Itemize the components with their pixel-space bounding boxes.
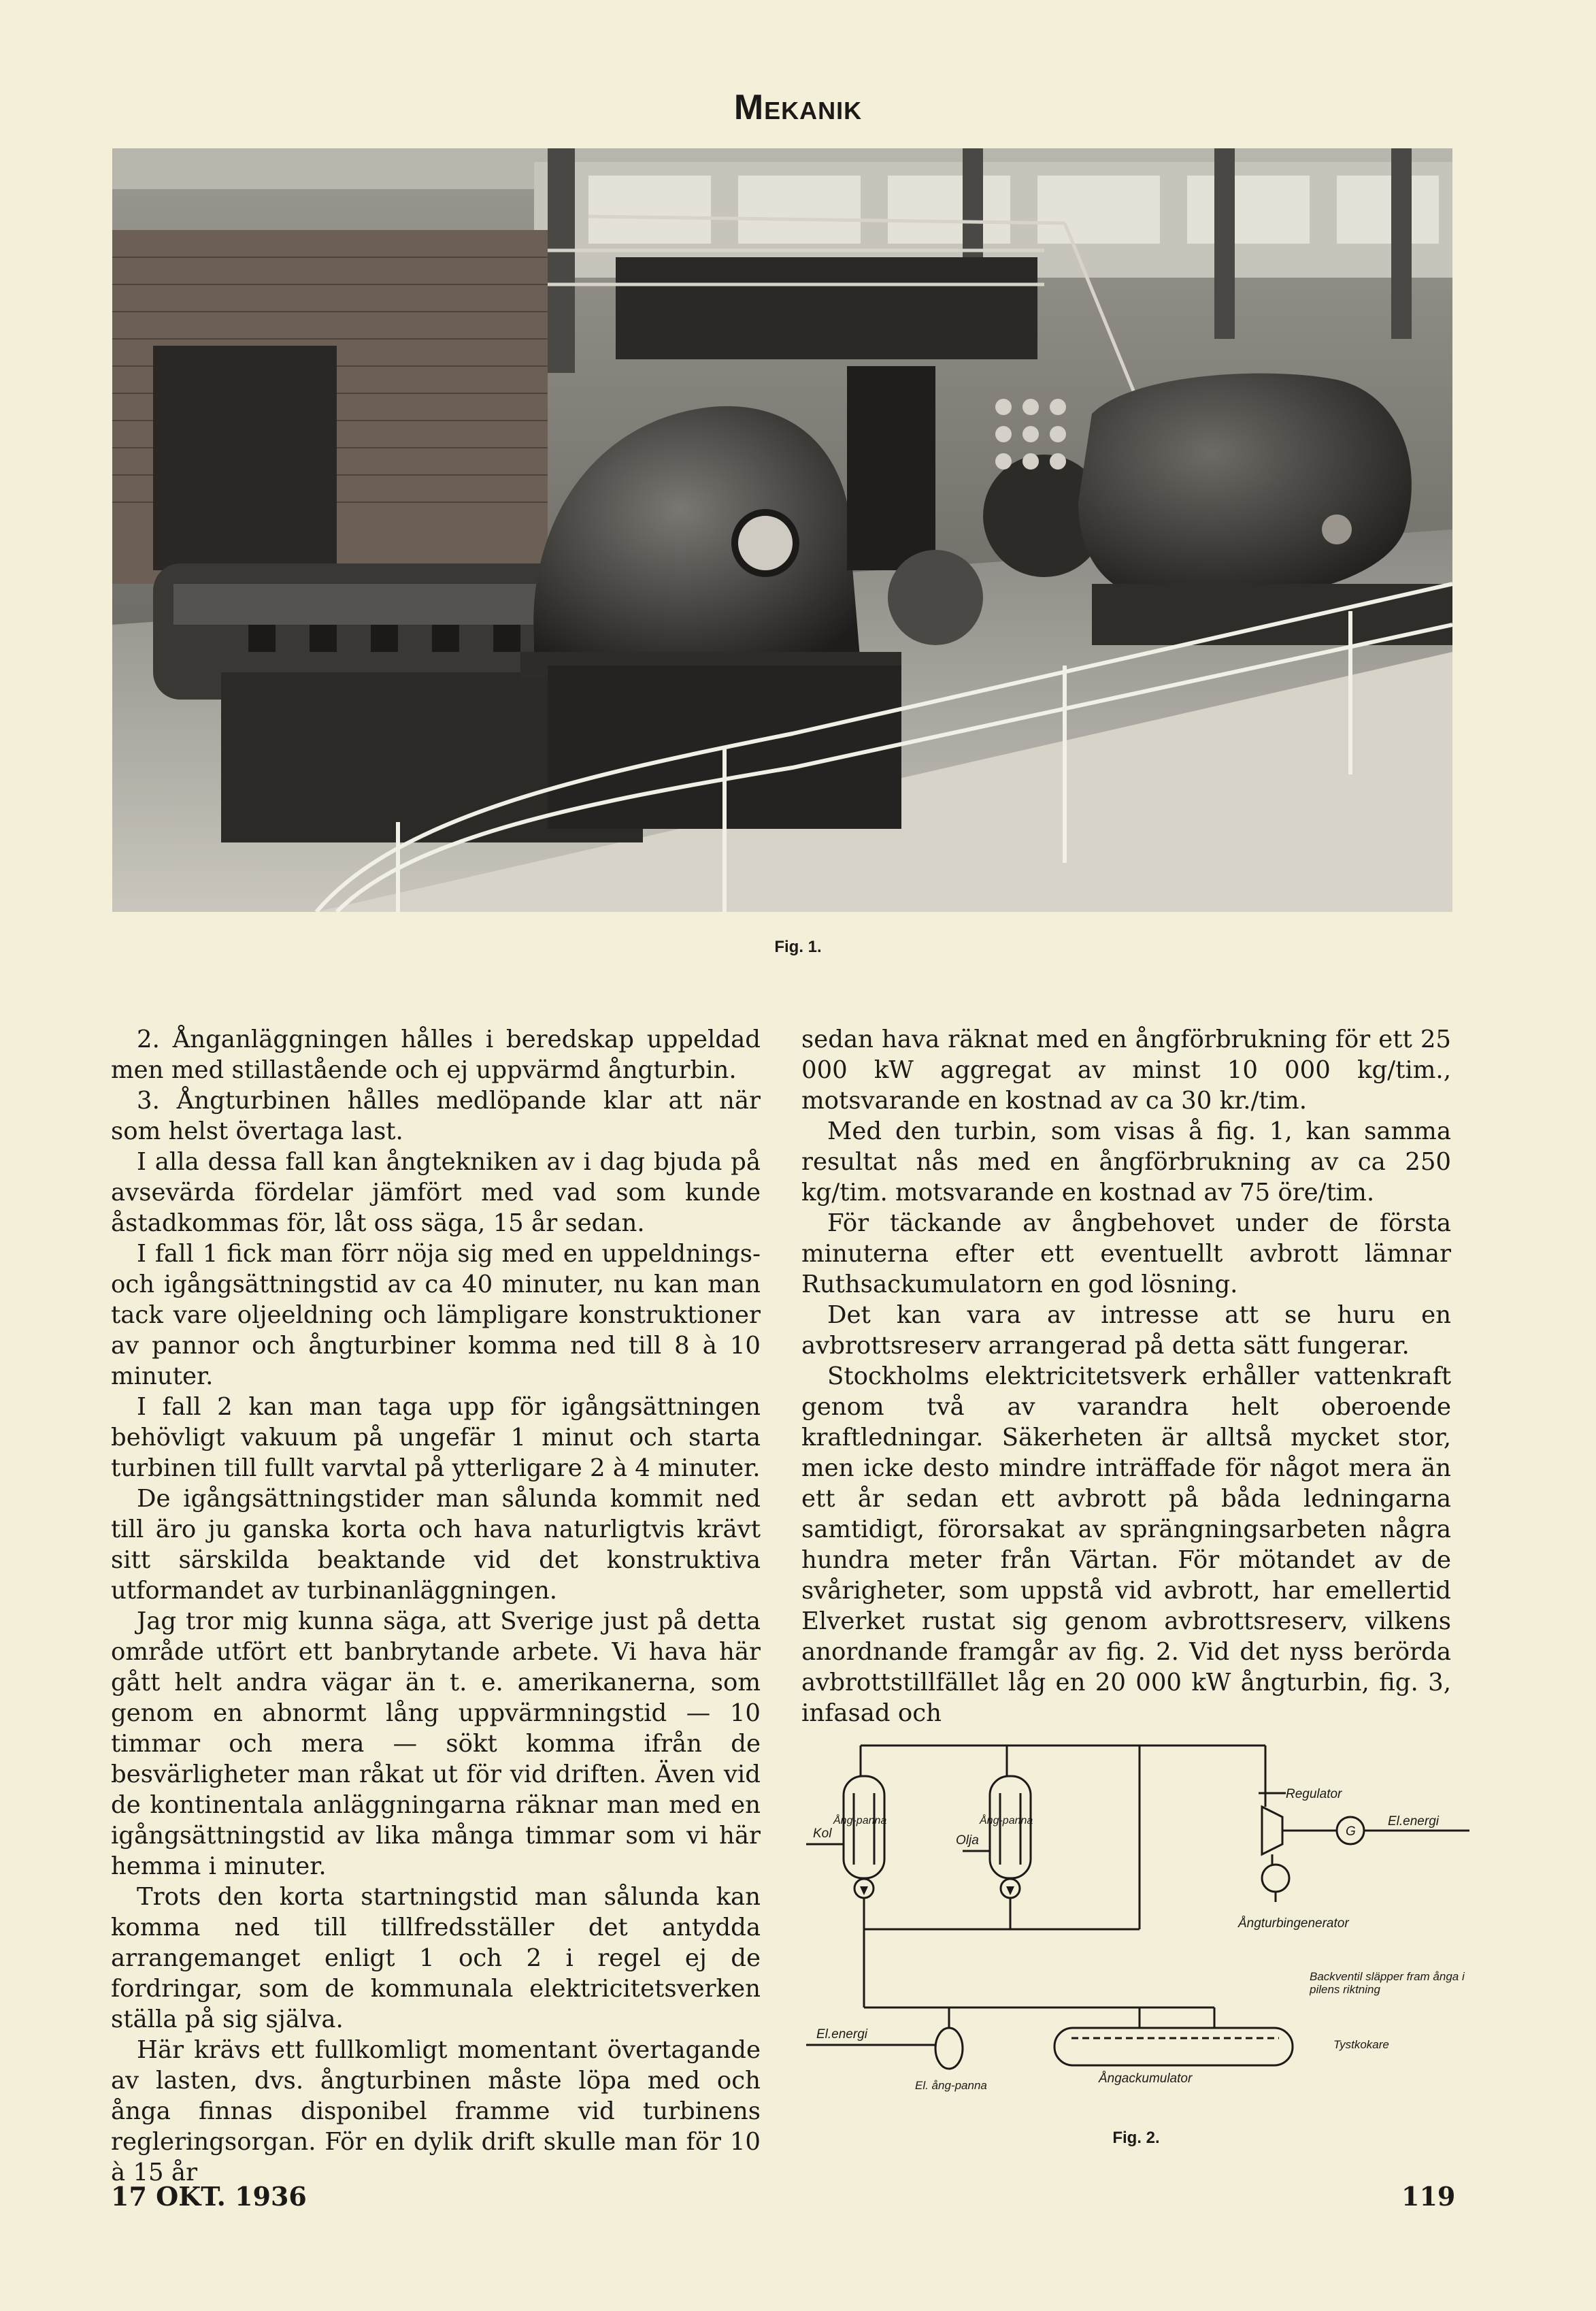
figure-2-diagram	[806, 1735, 1480, 2157]
paragraph: Jag tror mig kunna säga, att Sverige just på detta område utfört ett banbrytande arbete. Vi hava här gått helt andra vägar än t. e. amerikanerna, som genom en abnormt lång uppvärmningstid — 10 timmar och mera — sökt komma ifrån de besvärligheter man råkat ut för vid driften. Även vid de kontinentala anläggningarna räknar man med en igångsättningstid av lika många timmar som vi här hemma i minuter.	[111, 1607, 761, 1880]
electric-boiler-label: El. ång-panna	[915, 2079, 987, 2092]
turbine-photo	[112, 148, 1452, 912]
boiler-1-label: Ång-panna	[833, 1815, 887, 1826]
paragraph: De igångsättningstider man sålunda kommit ned till äro ju ganska korta och hava naturligtvis krävt sitt särskilda beaktande vid det konstruktiva utformandet av turbinanläggningen.	[111, 1485, 761, 1605]
issue-date: 17 OKT. 1936	[111, 2181, 307, 2212]
paragraph: Här krävs ett fullkomligt momentant övertagande av lasten, dvs. ångturbinen måste löpa med och ånga finnas disponibel framme vid turbinens regleringsorgan. För en dylik drift skulle man för 10 à 15 år	[111, 2036, 761, 2186]
legend-check-valve: Backventil släpper fram ånga i pilens riktning	[1310, 1970, 1465, 1996]
legend-silencer: Tystkokare	[1333, 2038, 1389, 2051]
paragraph: I fall 2 kan man taga upp för igångsättningen behövligt vakuum på ungefär 1 minut och starta turbinen till fullt varvtal på ytterligare 2 à 4 minuter.	[111, 1393, 761, 1482]
steam-system-schematic	[806, 1735, 1480, 2157]
paragraph: 3. Ångturbinen hålles medlöpande klar att när som helst övertaga last.	[111, 1087, 761, 1145]
generator-mark: G	[1346, 1824, 1356, 1839]
paragraph: Stockholms elektricitetsverk erhåller vattenkraft genom två av varandra helt oberoende kraftledningar. Säkerheten är alltså mycket stor, men icke desto mindre inträffade för något mera än ett år sedan ett avbrott på båda ledningarna samtidigt, förorsakat av sprängningsarbeten några hundra meter från Värtan. För mötandet av de svårigheter, som uppstå vid avbrott, har emellertid Elverket rustat sig genom avbrottsreserv, vilkens anordnande framgår av fig. 2. Vid det nyss berörda avbrottstillfället låg en 20 000 kW ångturbin, fig. 3, infasad och	[801, 1362, 1451, 1727]
electric-energy-out-label: El.energi	[1388, 1814, 1439, 1829]
regulator-label: Regulator	[1286, 1787, 1342, 1801]
figure-2-caption: Fig. 2.	[1112, 2129, 1160, 2147]
paragraph: Det kan vara av intresse att se huru en avbrottsreserv arrangerad på detta sätt fungerar.	[801, 1301, 1451, 1360]
electric-energy-in-label: El.energi	[816, 2027, 867, 2042]
paragraph: I fall 1 fick man förr nöja sig med en uppeldnings- och igångsättningstid av ca 40 minuter, nu kan man tack vare oljeeldning och lämpligare konstruktioner av pannor och ångturbiner komma ned till 8 à 10 minuter.	[111, 1240, 761, 1390]
coal-label: Kol	[813, 1826, 832, 1841]
turbine-generator-label: Ångturbingenerator	[1238, 1916, 1349, 1931]
page-number: 119	[1401, 2181, 1456, 2212]
paragraph: sedan hava räknat med en ångförbrukning för ett 25 000 kW aggregat av minst 10 000 kg/tim., motsvarande en kostnad av ca 30 kr./tim.	[801, 1026, 1451, 1115]
right-text-column	[801, 1024, 1451, 1728]
page-header: Mekanik	[733, 88, 863, 127]
figure-1-caption: Fig. 1.	[774, 938, 822, 956]
paragraph: 2. Ånganläggningen hålles i beredskap uppeldad men med stillastående och ej uppvärmd ångturbin.	[111, 1026, 761, 1084]
paragraph: I alla dessa fall kan ångtekniken av i dag bjuda på avsevärda fördelar jämfört med vad som kunde åstadkommas för, låt oss säga, 15 år sedan.	[111, 1148, 761, 1237]
left-text-column	[111, 1024, 761, 2188]
paragraph: Med den turbin, som visas å fig. 1, kan samma resultat nås med en ångförbrukning av ca 250 kg/tim. motsvarande en kostnad av 75 öre/tim.	[801, 1117, 1451, 1207]
oil-label: Olja	[956, 1833, 979, 1848]
steam-accumulator-label: Ångackumulator	[1099, 2071, 1193, 2086]
turbine-photo-illustration	[112, 148, 1452, 912]
paragraph: För täckande av ångbehovet under de första minuterna efter ett eventuellt avbrott lämnar Ruthsackumulatorn en god lösning.	[801, 1209, 1451, 1298]
paragraph: Trots den korta startningstid man sålunda kan komma ned till tillfredsställer det antydda arrangemanget enligt 1 och 2 i regel ej de fordringar, som de kommunala elektricitetsverken ställa på sig själva.	[111, 1883, 761, 2033]
boiler-2-label: Ång-panna	[980, 1815, 1033, 1826]
